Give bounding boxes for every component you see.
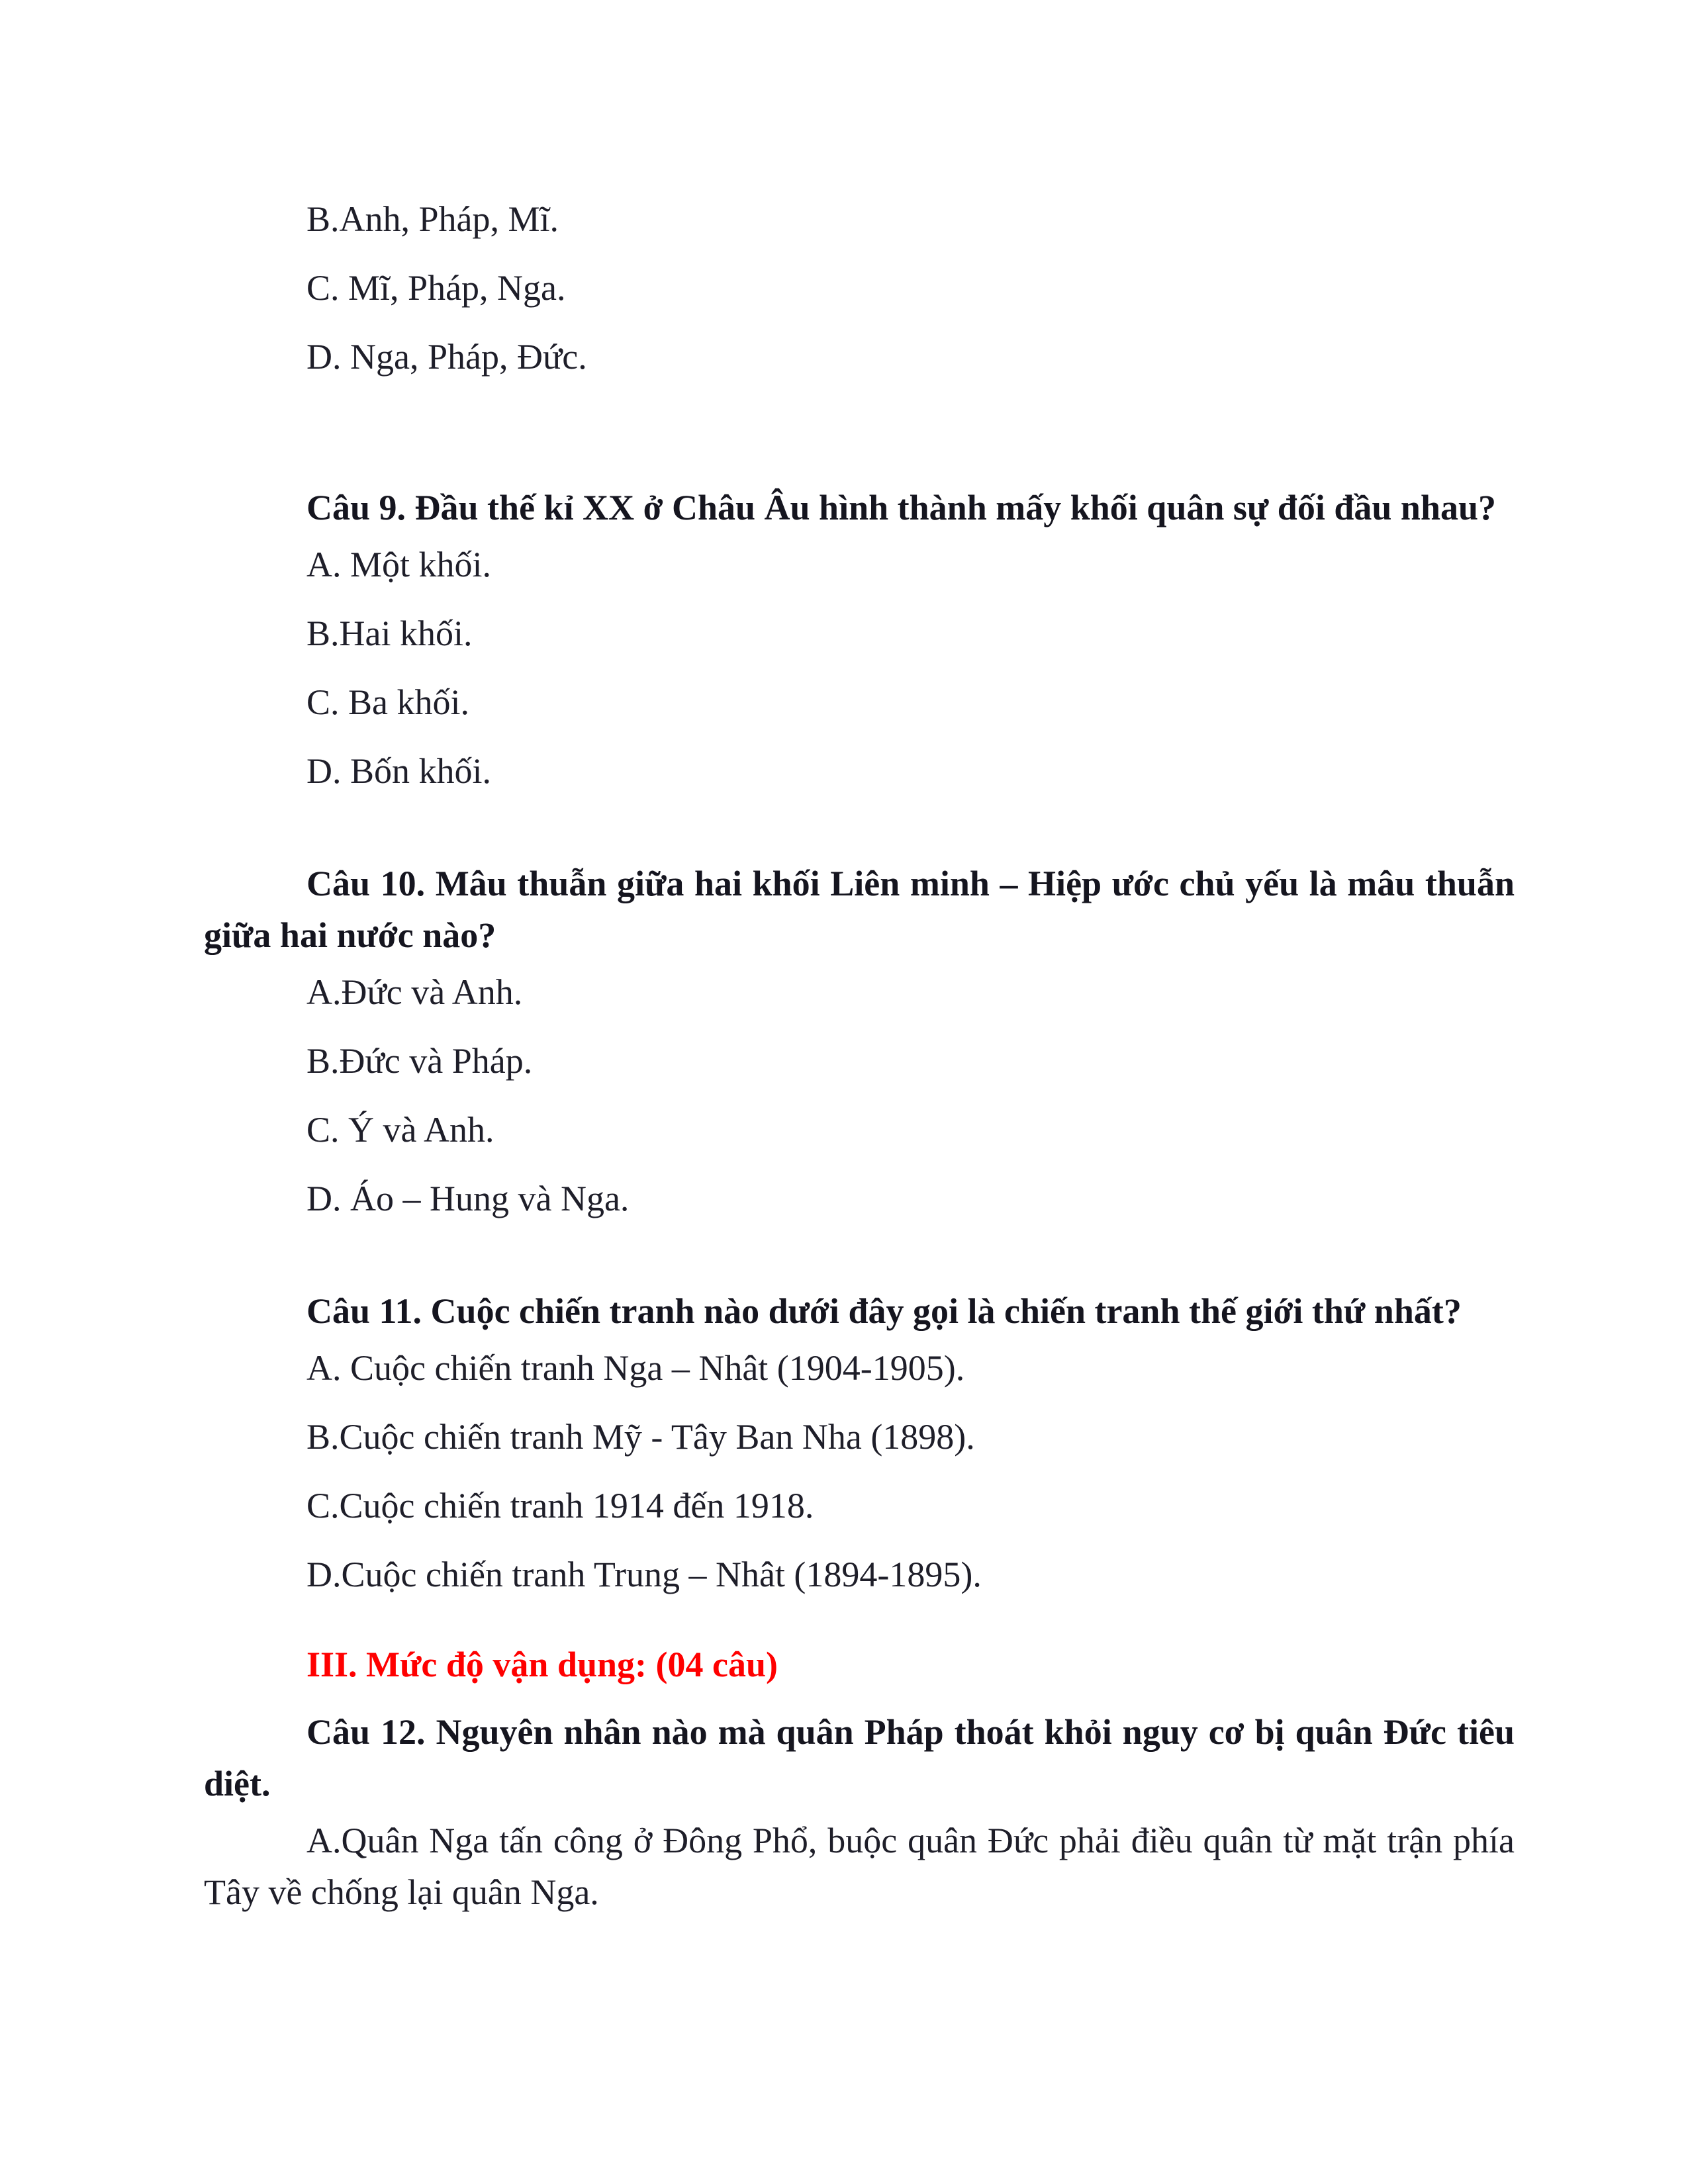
question-12-option-a: A.Quân Nga tấn công ở Đông Phổ, buộc quân Đức phải điều quân từ mặt trận phía Tây về chống lại quân Nga.: [204, 1821, 1515, 1912]
question-11-title: Câu 11. Cuộc chiến tranh nào dưới đây gọi là chiến tranh thế giới thứ nhất?: [306, 1291, 1462, 1331]
question-9-option-b: B.Hai khối.: [306, 614, 473, 653]
question-12-title: Câu 12. Nguyên nhân nào mà quân Pháp thoát khỏi nguy cơ bị quân Đức tiêu diệt.: [204, 1712, 1515, 1803]
question-9-title: Câu 9. Đầu thế kỉ XX ở Châu Âu hình thành mấy khối quân sự đối đầu nhau?: [306, 488, 1497, 527]
question-11-option-d: D.Cuộc chiến tranh Trung – Nhât (1894-1895).: [306, 1555, 982, 1594]
section-heading: III. Mức độ vận dụng: (04 câu): [306, 1645, 778, 1684]
answer-option-b: B.Anh, Pháp, Mĩ.: [306, 199, 559, 239]
question-10-option-b: B.Đức và Pháp.: [306, 1041, 533, 1081]
question-11-option-a: A. Cuộc chiến tranh Nga – Nhât (1904-1905).: [306, 1348, 965, 1388]
question-9-option-d: D. Bốn khối.: [306, 751, 492, 791]
question-9-option-c: C. Ba khối.: [306, 682, 470, 722]
question-10-option-a: A.Đức và Anh.: [306, 972, 523, 1012]
question-11-option-b: B.Cuộc chiến tranh Mỹ - Tây Ban Nha (1898).: [306, 1417, 975, 1457]
question-10-option-d: D. Áo – Hung và Nga.: [306, 1179, 630, 1218]
question-9-option-a: A. Một khối.: [306, 545, 492, 584]
answer-option-d: D. Nga, Pháp, Đức.: [306, 337, 587, 377]
question-11-option-c: C.Cuộc chiến tranh 1914 đến 1918.: [306, 1486, 814, 1525]
question-10-option-c: C. Ý và Anh.: [306, 1110, 494, 1150]
answer-option-c: C. Mĩ, Pháp, Nga.: [306, 268, 566, 308]
question-10-title: Câu 10. Mâu thuẫn giữa hai khối Liên minh – Hiệp ước chủ yếu là mâu thuẫn giữa hai nước nào?: [204, 864, 1515, 955]
